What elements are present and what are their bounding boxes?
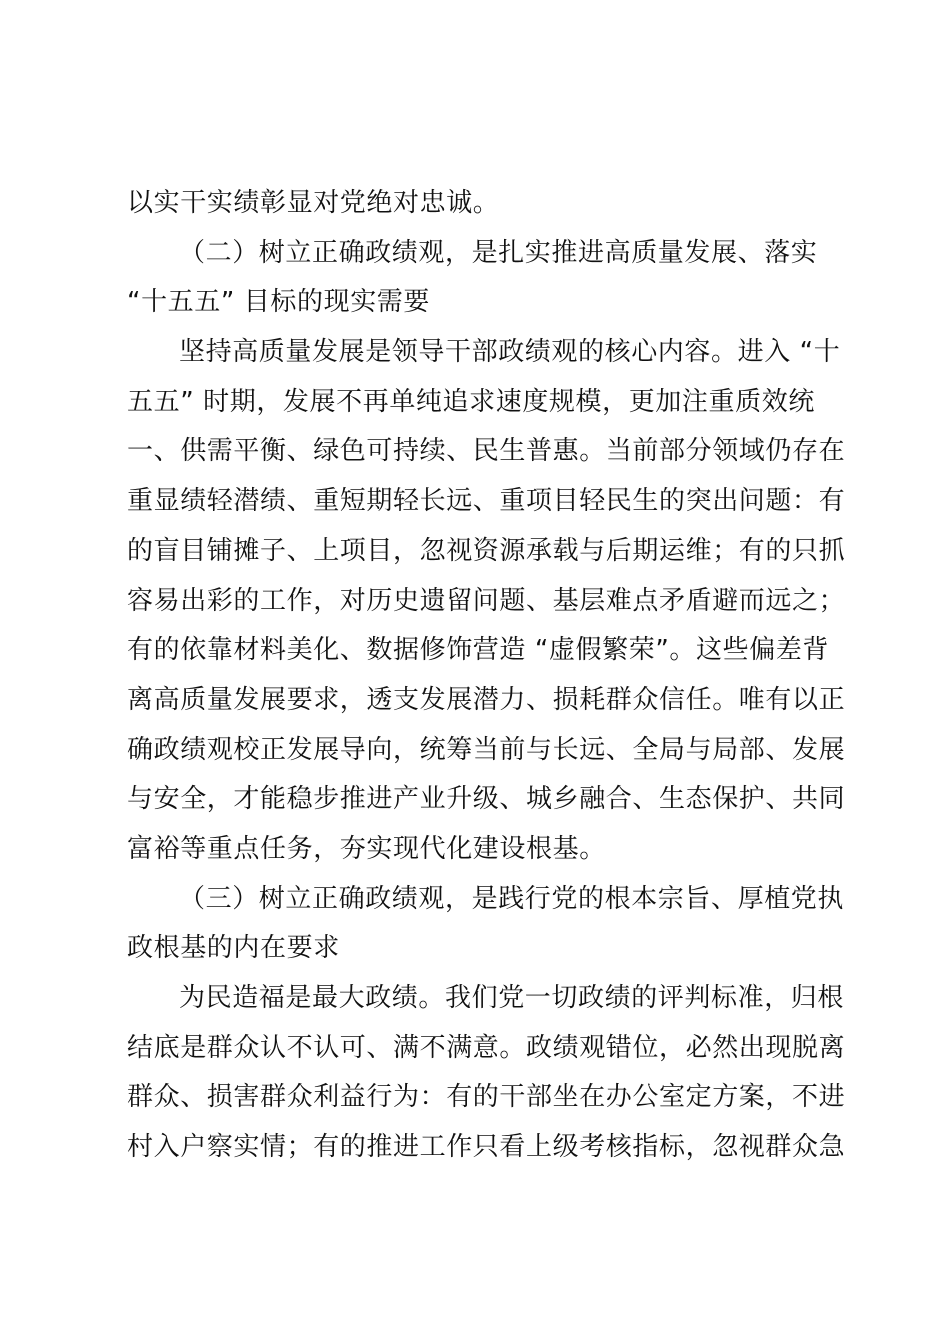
- text-line: 为民造福是最大政绩。我们党一切政绩的评判标准，归根: [179, 983, 845, 1013]
- section-heading-3: [127, 875, 845, 974]
- text-line: 重显绩轻潜绩、重短期轻长远、重项目轻民生的突出问题：有: [127, 486, 846, 517]
- text-line: 五五” 时期，发展不再单纯追求速度规模，更加注重质效统: [127, 386, 815, 417]
- paragraph-continuation: [127, 179, 833, 229]
- text-line: 以实干实绩彰显对党绝对忠诚。: [127, 188, 500, 218]
- document-body: [127, 179, 846, 1173]
- text-line: 结底是群众认不认可、满不满意。政绩观错位，必然出现脱离: [127, 1032, 846, 1063]
- text-line: 的盲目铺摊子、上项目，忽视资源承载与后期运维；有的只抓: [127, 535, 846, 566]
- text-line: 有的依靠材料美化、数据修饰营造 “虚假繁荣”。这些偏差背: [127, 635, 830, 666]
- heading-line: “十五五” 目标的现实需要: [127, 287, 431, 318]
- text-line: 容易出彩的工作，对历史遗留问题、基层难点矛盾避而远之；: [127, 585, 846, 616]
- paragraph-high-quality-development: [127, 328, 846, 875]
- text-line: 确政绩观校正发展导向，统筹当前与长远、全局与局部、发展: [127, 734, 846, 765]
- text-line: 坚持高质量发展是领导干部政绩观的核心内容。进入 “十: [179, 337, 841, 368]
- text-line: 离高质量发展要求，透支发展潜力、损耗群众信任。唯有以正: [127, 684, 846, 715]
- section-heading-2: [127, 229, 833, 328]
- heading-line: （三）树立正确政绩观，是践行党的根本宗旨、厚植党执: [179, 883, 845, 914]
- text-line: 村入户察实情；有的推进工作只看上级考核指标，忽视群众急: [127, 1132, 846, 1163]
- text-line: 与安全，才能稳步推进产业升级、城乡融合、生态保护、共同: [127, 784, 846, 815]
- text-line: 群众、损害群众利益行为：有的干部坐在办公室定方案，不进: [127, 1082, 846, 1113]
- text-line: 富裕等重点任务，夯实现代化建设根基。: [127, 833, 606, 864]
- text-line: 一、供需平衡、绿色可持续、民生普惠。当前部分领域仍存在: [127, 436, 846, 467]
- heading-line: 政根基的内在要求: [127, 933, 340, 964]
- heading-line: （二）树立正确政绩观，是扎实推进高质量发展、落实: [179, 237, 818, 268]
- paragraph-serving-people: [127, 974, 846, 1173]
